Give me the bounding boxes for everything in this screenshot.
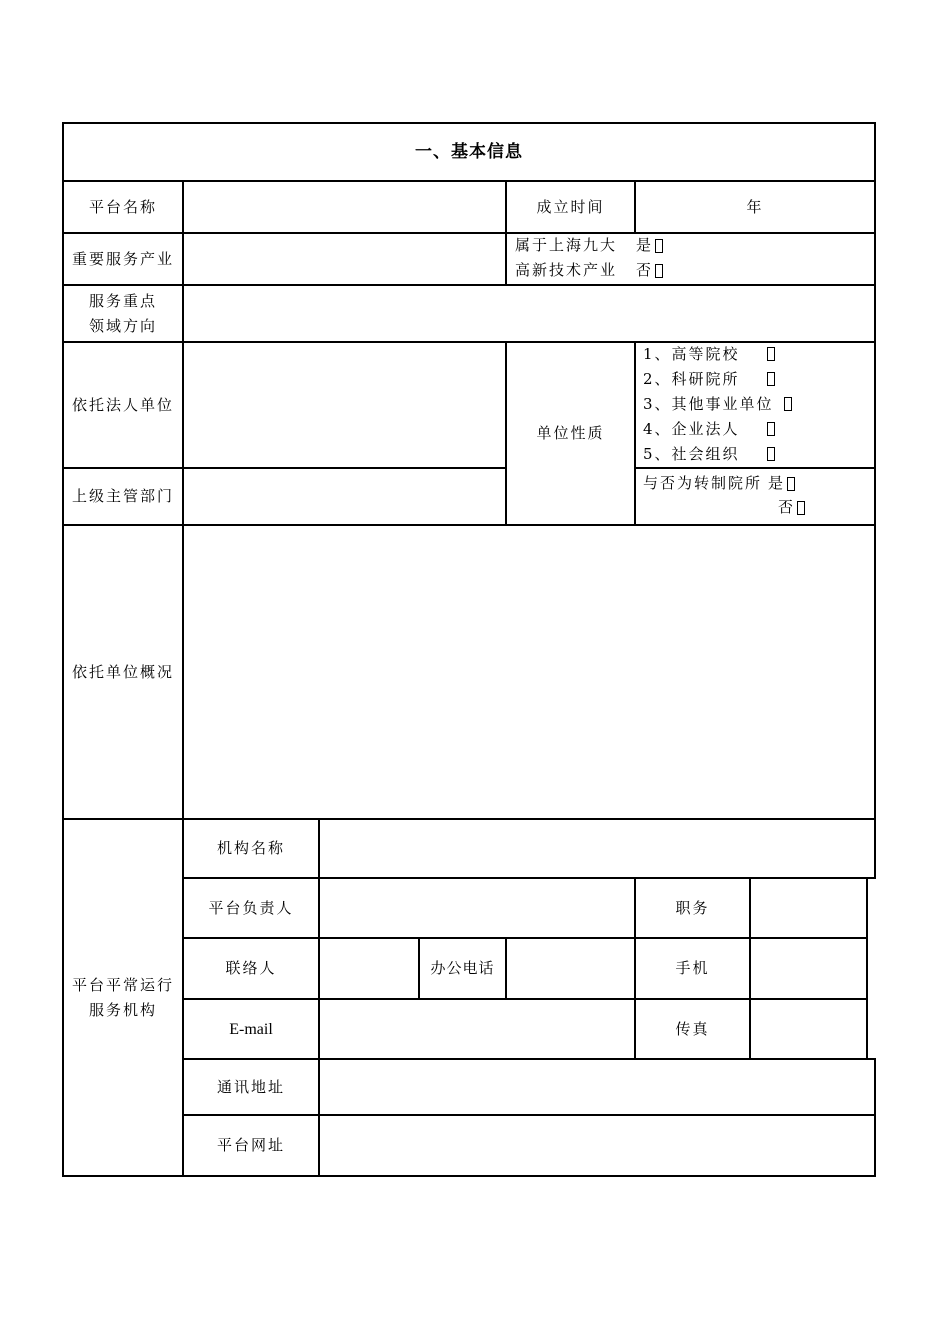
option-label: 4、企业法人 (643, 420, 740, 438)
checkbox-icon[interactable] (787, 477, 795, 491)
established-time-label: 成立时间 (536, 197, 605, 216)
unit-nature-option[interactable] (643, 444, 740, 464)
rule (62, 1175, 876, 1177)
checkbox-icon[interactable] (797, 501, 805, 515)
supervisor-dept-label: 上级主管部门 (71, 487, 174, 505)
contact-person-label: 联络人 (225, 959, 277, 977)
rule (634, 467, 876, 469)
position-field[interactable] (751, 879, 866, 937)
option-label: 2、科研院所 (643, 370, 740, 388)
option-label: 3、其他事业单位 (643, 395, 774, 413)
key-industry-field[interactable] (184, 234, 505, 284)
yes-label: 是 (768, 474, 786, 492)
option-label: 5、社会组织 (643, 445, 740, 463)
unit-nature-label: 单位性质 (536, 424, 605, 442)
fax-label: 传真 (675, 1019, 710, 1038)
platform-head-field[interactable] (320, 879, 634, 937)
unit-nature-option[interactable] (643, 394, 774, 414)
key-industry-label: 重要服务产业 (71, 249, 174, 268)
focus-area-label (64, 286, 182, 341)
rule (634, 341, 636, 526)
operating-org-label-line1: 平台平常运行 (71, 975, 174, 994)
unit-overview-field[interactable] (184, 526, 874, 818)
converted-institute-label: 与否为转制院所 (643, 474, 763, 492)
office-phone-field[interactable] (507, 939, 634, 998)
converted-institute-yes[interactable] (768, 473, 795, 493)
shanghai-nine-no[interactable] (636, 260, 663, 280)
website-label: 平台网址 (216, 1136, 285, 1154)
focus-area-field[interactable] (184, 286, 874, 341)
website-field[interactable] (320, 1116, 874, 1175)
checkbox-icon[interactable] (655, 264, 663, 278)
yes-label: 是 (636, 236, 654, 254)
rule (866, 877, 868, 1060)
no-label: 否 (636, 261, 654, 279)
mailing-address-field[interactable] (320, 1060, 874, 1114)
checkbox-icon[interactable] (767, 447, 775, 461)
mobile-field[interactable] (751, 939, 866, 998)
unit-nature-option[interactable] (643, 419, 740, 439)
converted-institute-no[interactable] (778, 497, 805, 517)
unit-nature-option[interactable] (643, 344, 740, 364)
legal-entity-label: 依托法人单位 (71, 395, 174, 414)
option-label: 1、高等院校 (643, 345, 740, 363)
position-label: 职务 (675, 898, 710, 917)
legal-entity-field[interactable] (184, 343, 505, 467)
rule (874, 1058, 876, 1177)
contact-person-field[interactable] (320, 939, 418, 998)
focus-area-label-line2: 领域方向 (88, 316, 157, 335)
platform-name-field[interactable] (184, 182, 505, 232)
established-year-field[interactable] (636, 182, 874, 232)
office-phone-label: 办公电话 (430, 959, 495, 977)
platform-head-label: 平台负责人 (208, 898, 294, 917)
operating-org-label-line2: 服务机构 (88, 1000, 157, 1019)
unit-overview-label: 依托单位概况 (71, 662, 174, 681)
checkbox-icon[interactable] (767, 347, 775, 361)
year-suffix: 年 (746, 197, 764, 216)
shanghai-nine-label-2: 高新技术产业 (515, 261, 618, 279)
operating-org-label (64, 820, 182, 1175)
fax-field[interactable] (751, 1000, 866, 1058)
shanghai-nine-label-1: 属于上海九大 (515, 236, 618, 254)
rule (874, 122, 876, 879)
email-field[interactable] (320, 1000, 634, 1058)
checkbox-icon[interactable] (655, 239, 663, 253)
no-label: 否 (778, 498, 796, 516)
mailing-address-label: 通讯地址 (216, 1077, 285, 1096)
section-title: 一、基本信息 (415, 141, 523, 162)
shanghai-nine-yes[interactable] (636, 235, 663, 255)
checkbox-icon[interactable] (767, 422, 775, 436)
checkbox-icon[interactable] (784, 397, 792, 411)
focus-area-label-line1: 服务重点 (88, 291, 157, 310)
org-name-field[interactable] (320, 820, 874, 877)
mobile-label: 手机 (675, 959, 710, 977)
supervisor-dept-field[interactable] (184, 469, 505, 524)
checkbox-icon[interactable] (767, 372, 775, 386)
org-name-label: 机构名称 (216, 839, 285, 857)
email-label: E-mail (229, 1020, 273, 1038)
platform-name-label: 平台名称 (88, 197, 157, 216)
unit-nature-option[interactable] (643, 369, 740, 389)
